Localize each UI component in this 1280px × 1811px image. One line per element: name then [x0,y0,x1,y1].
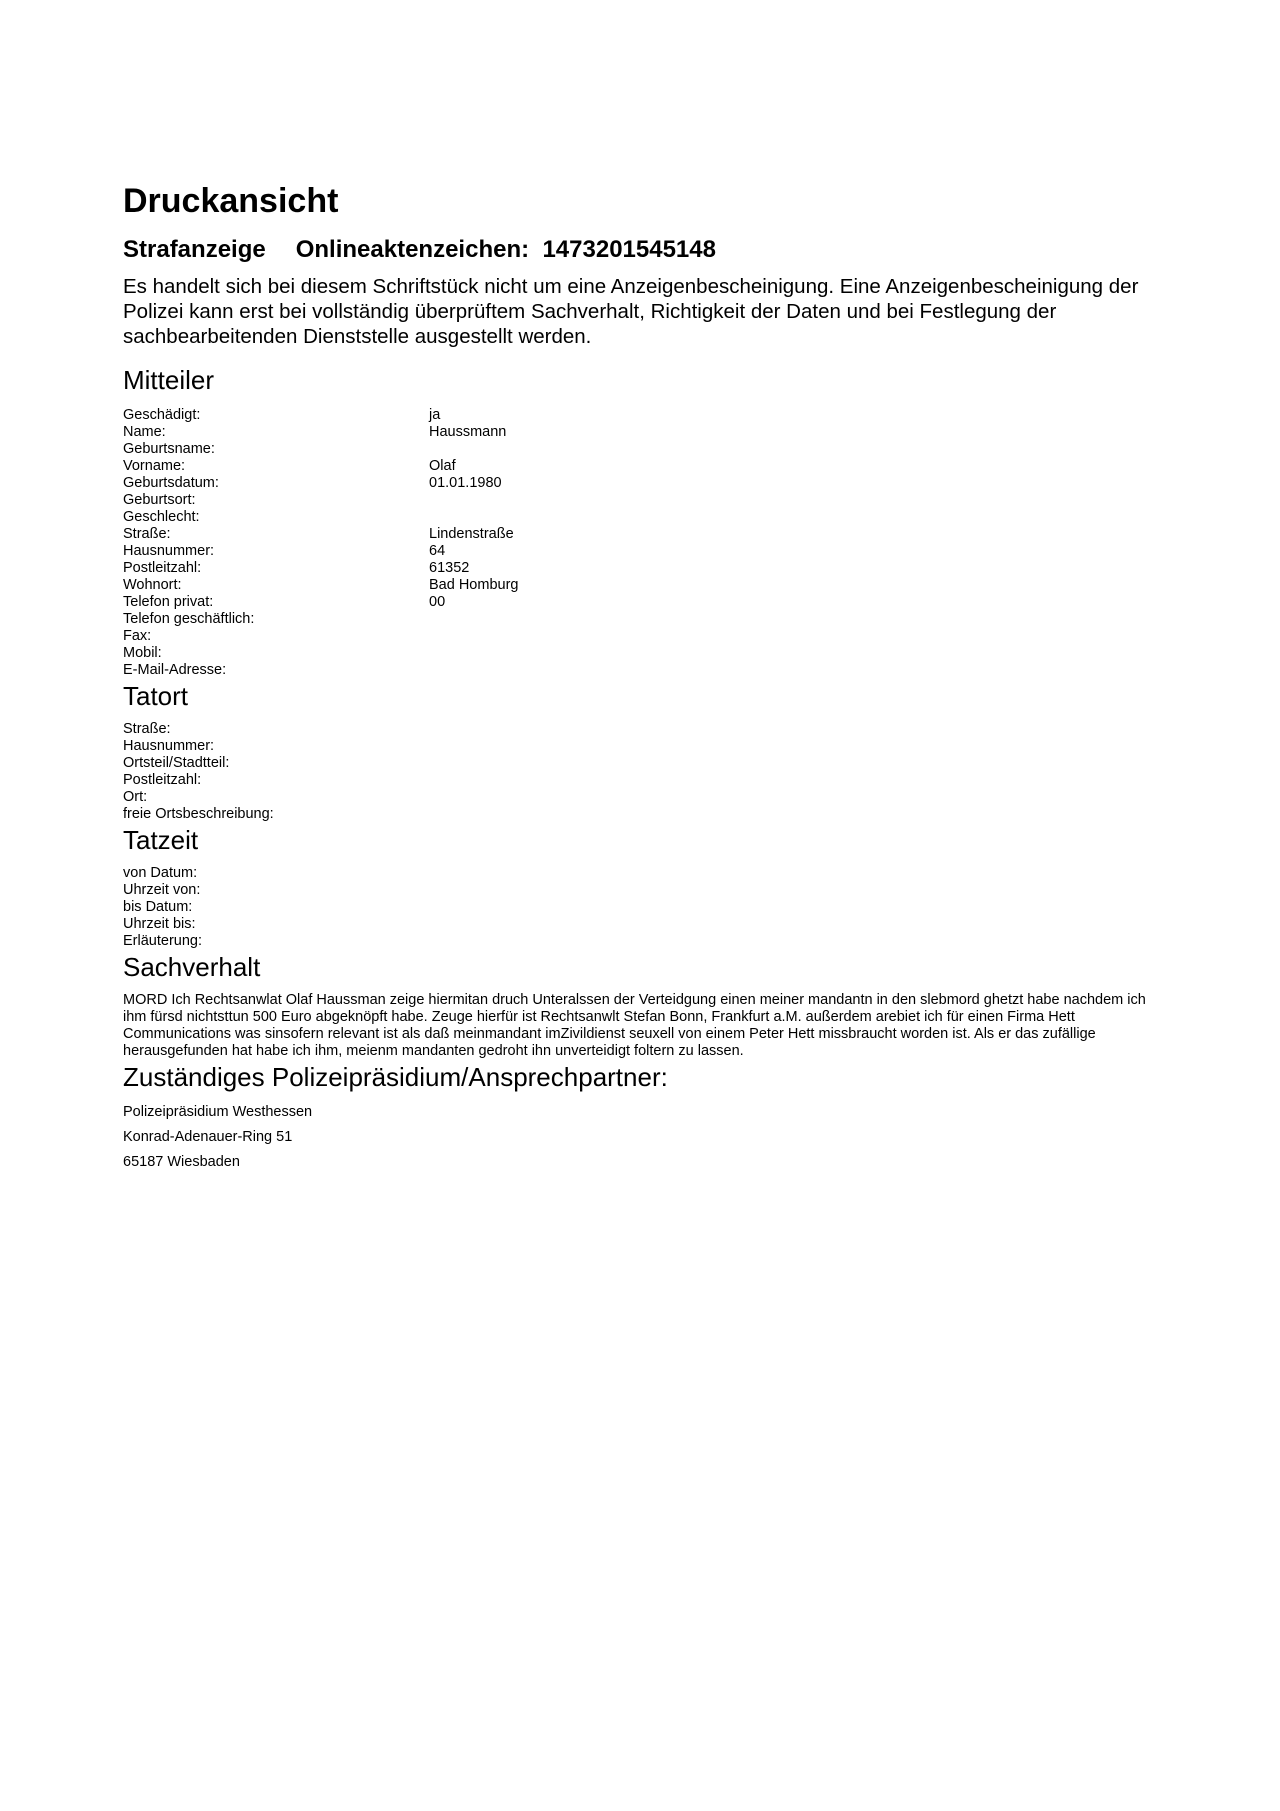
field-row [123,458,1173,475]
field-label: Postleitzahl: [123,772,202,788]
field-label: bis Datum: [123,899,193,915]
field-label: Geburtsdatum: [123,475,219,491]
field-value [429,772,1173,789]
field-label: Fax: [123,628,152,644]
field-row [123,594,1173,611]
field-value: 64 [429,543,446,559]
field-label: Ort: [123,789,148,805]
section-heading-tatort: Tatort [123,681,189,711]
field-label: Postleitzahl: [123,560,202,576]
field-row [123,560,1173,577]
field-row [123,899,1173,916]
case-number-label: Onlineaktenzeichen: [295,236,530,263]
section-heading-tatzeit: Tatzeit [123,825,199,855]
field-label: Telefon privat: [123,594,214,610]
field-label: Vorname: [123,458,186,474]
field-value [429,806,1173,823]
police-contact-line: Polizeipräsidium Westhessen [123,1104,313,1120]
field-value: 01.01.1980 [429,475,502,491]
field-row [123,526,1173,543]
field-label: Geburtsname: [123,441,215,457]
field-value [429,899,1173,916]
police-contact-block [123,1104,1173,1171]
field-value: 61352 [429,560,470,576]
section-heading-zustaendig: Zuständiges Polizeipräsidium/Ansprechpartner: [123,1062,668,1092]
field-label: freie Ortsbeschreibung: [123,806,274,822]
field-row [123,628,1173,645]
tatort-fields [123,721,1173,823]
field-value: 00 [429,594,446,610]
field-row [123,738,1173,755]
field-value [429,933,1173,950]
field-value [429,662,1173,679]
field-value: Olaf [429,458,456,474]
field-value [429,645,1173,662]
field-row [123,721,1173,738]
field-row [123,611,1173,628]
field-value [429,789,1173,806]
field-row [123,933,1173,950]
report-type: Strafanzeige [123,236,266,263]
field-value: Haussmann [429,424,507,440]
field-label: Hausnummer: [123,543,215,559]
field-label: von Datum: [123,865,198,881]
field-row [123,424,1173,441]
field-label: Geschädigt: [123,407,201,423]
field-value [429,916,1173,933]
section-heading-mitteiler: Mitteiler [123,365,215,395]
field-value [429,509,1173,526]
field-label: Mobil: [123,645,162,661]
field-label: Wohnort: [123,577,182,593]
tatzeit-fields [123,865,1173,950]
field-row [123,789,1173,806]
field-row [123,407,1173,424]
field-value [429,865,1173,882]
field-value: Lindenstraße [429,526,514,542]
field-value [429,738,1173,755]
mitteiler-fields [123,407,1173,679]
field-label: Straße: [123,526,171,542]
field-value [429,721,1173,738]
field-row [123,577,1173,594]
police-contact-line: 65187 Wiesbaden [123,1154,240,1170]
field-row [123,916,1173,933]
field-label: Name: [123,424,166,440]
field-row [123,772,1173,789]
field-row [123,543,1173,560]
field-value: ja [429,407,441,423]
field-label: Straße: [123,721,171,737]
field-row [123,806,1173,823]
field-label: Geburtsort: [123,492,196,508]
disclaimer-notice: Es handelt sich bei diesem Schriftstück nicht um eine Anzeigenbescheinigung. Eine Anzeigenbescheinigung der Polizei kann erst bei vollständig überprüftem Sachverhalt, Richtigkeit der Daten und bei Festlegung der sachbearbeitenden Dienststelle ausgestellt werden. [123,275,1139,348]
sachverhalt-text: MORD Ich Rechtsanwlat Olaf Haussman zeige hiermitan druch Unteralssen der Verteidgung einen meiner mandantn in den slebmord ghetzt habe nachdem ich ihm fürsd nichtsttun 500 Euro abgeknöpft habe. Zeuge hierfür ist Rechtsanwlt Stefan Bonn, Frankfurt a.M. außerdem arebiet ich für einen Firma Hett Communications was sinsofern relevant ist als daß meinmandant imZivildienst seuxell von einem Peter Hett missbraucht worden ist. Als er das zufällige herausgefunden hat habe ich ihm, meienm mandanten gedroht ihn unverteidigt foltern zu lassen. [123,992,1146,1059]
field-value [429,628,1173,645]
print-view-document [123,170,1173,1179]
field-row [123,509,1173,526]
field-row [123,865,1173,882]
field-value [429,755,1173,772]
field-row [123,441,1173,458]
field-row [123,755,1173,772]
field-row [123,492,1173,509]
field-label: Telefon geschäftlich: [123,611,255,627]
field-value [429,492,1173,509]
field-label: Ortsteil/Stadtteil: [123,755,230,771]
field-label: Uhrzeit bis: [123,916,196,932]
field-row [123,475,1173,492]
field-label: Erläuterung: [123,933,202,949]
field-value: Bad Homburg [429,577,519,593]
page-title: Druckansicht [123,182,339,220]
police-contact-line: Konrad-Adenauer-Ring 51 [123,1129,293,1145]
case-number-value: 1473201545148 [542,236,716,263]
section-heading-sachverhalt: Sachverhalt [123,952,261,982]
field-value [429,441,1173,458]
field-label: Geschlecht: [123,509,200,525]
field-label: E-Mail-Adresse: [123,662,227,678]
field-value [429,882,1173,899]
field-label: Hausnummer: [123,738,215,754]
field-row [123,882,1173,899]
field-value [429,611,1173,628]
report-subtitle [123,232,1173,268]
field-row [123,662,1173,679]
field-row [123,645,1173,662]
field-label: Uhrzeit von: [123,882,201,898]
